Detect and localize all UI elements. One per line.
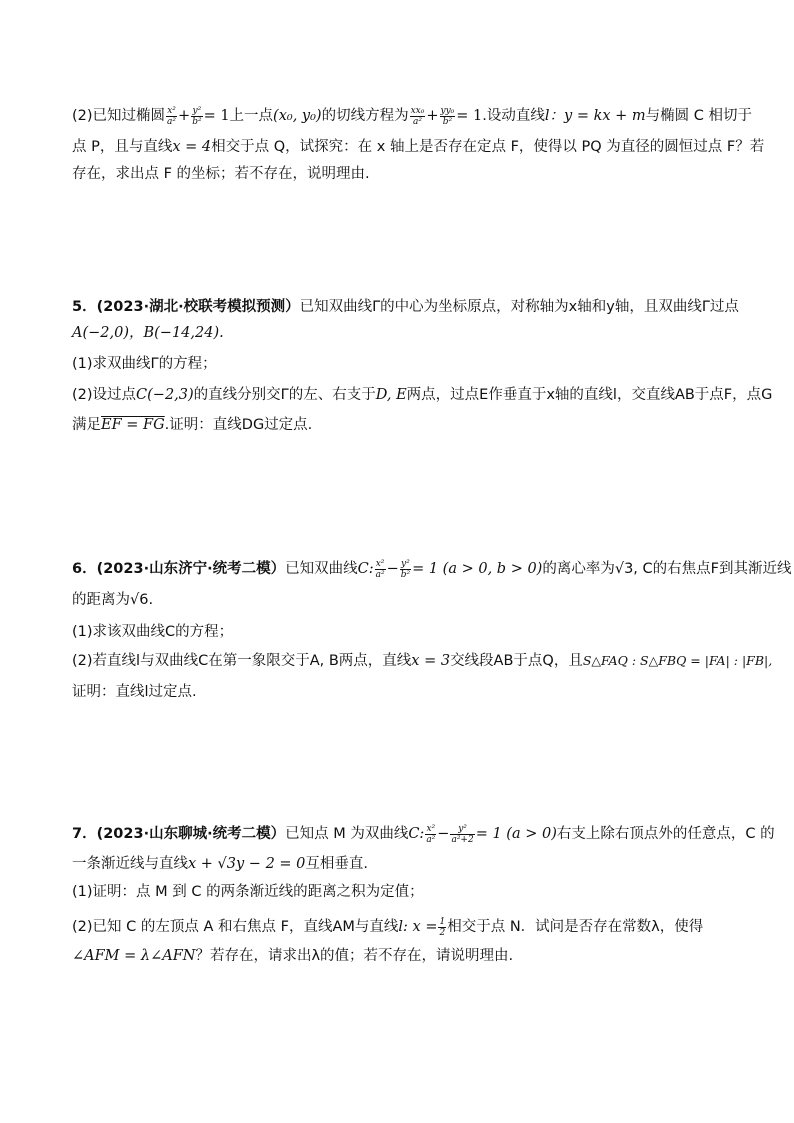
q6-line-1 — [72, 558, 792, 580]
q7-part-1: (1)证明：点 M 到 C 的两条渐近线的距离之积为定值； — [72, 884, 424, 900]
denominator: b² — [442, 116, 453, 127]
math: S△FAQ : S△FBQ = |FA| : |FB|, — [582, 653, 773, 668]
numerator: xx₀ — [410, 105, 425, 116]
math: C: — [357, 561, 374, 577]
text: 与椭圆 C 相切于 — [645, 108, 752, 124]
numerator: y² — [450, 824, 474, 835]
text: 互相垂直. — [305, 856, 368, 872]
fraction — [400, 559, 411, 580]
text: 相交于点 Q，试探究：在 x 轴上是否存在定点 F，使得以 PQ 为直径的圆恒过点 F？若 — [211, 139, 765, 155]
numerator: yy₀ — [440, 105, 455, 116]
fraction — [438, 917, 446, 938]
fraction — [425, 824, 436, 845]
question-header: 7．(2023·山东聊城·统考二模） — [72, 826, 286, 842]
text: 已知双曲线 — [285, 561, 358, 577]
text: 相交于点 N．试问是否存在常数λ，使得 — [447, 919, 704, 935]
denominator: 2 — [439, 927, 446, 938]
math: C: — [408, 826, 425, 842]
q6-line-2: 的距离为√6. — [72, 592, 154, 608]
numerator: y² — [192, 105, 202, 116]
text: (2)已知过椭圆 — [72, 108, 166, 124]
math: = 1 (a > 0) — [475, 826, 557, 842]
denominator: a²+2 — [451, 834, 474, 845]
text: 点 P，且与直线 — [72, 139, 173, 155]
equation: = 1 — [203, 108, 230, 124]
operator: − — [437, 826, 450, 842]
q6-part-2 — [72, 650, 772, 672]
text: 交线段AB于点Q，且 — [450, 653, 583, 669]
fraction — [450, 824, 474, 845]
numerator: 1 — [439, 916, 446, 927]
math: l： — [544, 108, 565, 124]
math: (x₀, y₀) — [273, 108, 322, 124]
q6-line-5: 证明：直线l过定点. — [72, 684, 197, 700]
fraction — [410, 106, 426, 127]
q5-line-1 — [72, 296, 739, 318]
text: 的直线分别交Γ的左、右支于 — [193, 387, 376, 403]
numerator: x² — [167, 105, 176, 116]
operator: + — [426, 108, 439, 124]
q7-part-2 — [72, 916, 703, 938]
q5-part-1: (1)求双曲线Γ的方程； — [72, 356, 217, 372]
text: (2)若直线l与双曲线C在第一象限交于A, B两点，直线 — [72, 653, 412, 669]
text: ？若存在，请求出λ的值；若不存在，请说明理由. — [195, 948, 514, 964]
fraction — [440, 106, 456, 127]
fraction — [191, 106, 202, 127]
math: ∠AFM = λ∠AFN — [72, 948, 196, 964]
denominator: a² — [375, 569, 385, 580]
q5-part-2 — [72, 384, 772, 406]
numerator: y² — [401, 558, 410, 569]
q6-part-1: (1)求该双曲线C的方程； — [72, 624, 234, 640]
fraction — [166, 106, 177, 127]
denominator: b² — [192, 116, 202, 127]
question-header: 6．(2023·山东济宁·统考二模） — [72, 561, 286, 577]
fraction — [375, 559, 386, 580]
denominator: a² — [426, 834, 436, 845]
text: 右支上除右顶点外的任意点，C 的 — [556, 826, 775, 842]
text: (2)已知 C 的左顶点 A 和右焦点 F，直线AM与直线 — [72, 919, 399, 935]
text: .证明：直线DG过定点. — [164, 417, 313, 433]
q7-line-1 — [72, 823, 775, 845]
math: x = 3 — [411, 653, 451, 669]
text: 上一点 — [229, 108, 274, 124]
question-header: 5．(2023·湖北·校联考模拟预测） — [72, 299, 300, 315]
math: C(−2,3) — [136, 387, 194, 403]
text: .设动直线 — [482, 108, 545, 124]
text: 的离心率为√3, C的右焦点F到其渐近线 — [542, 561, 792, 577]
text: 满足 — [72, 417, 101, 433]
equation: = 1 — [456, 108, 483, 124]
math: y = kx + m — [564, 108, 646, 124]
operator: − — [386, 561, 399, 577]
q4-line-3: 存在，求出点 F 的坐标；若不存在，说明理由. — [72, 166, 370, 182]
text: 的切线方程为 — [321, 108, 409, 124]
denominator: a² — [167, 116, 177, 127]
math: EF = FG — [101, 417, 165, 433]
math: l: x = — [398, 919, 438, 935]
text: 两点，过点E作垂直于x轴的直线l，交直线AB于点F，点G — [406, 387, 773, 403]
math: x + √3y − 2 = 0 — [188, 856, 306, 872]
operator: + — [178, 108, 191, 124]
text: (2)设过点 — [72, 387, 137, 403]
denominator: b² — [400, 569, 411, 580]
numerator: x² — [375, 558, 385, 569]
text: 已知点 M 为双曲线 — [285, 826, 409, 842]
math: D, E — [375, 387, 407, 403]
q5-line-5 — [72, 414, 312, 436]
q4-line-2 — [72, 136, 764, 158]
numerator: x² — [426, 823, 436, 834]
math: x = 4 — [172, 139, 212, 155]
q4-line-1 — [72, 105, 752, 127]
q7-line-5 — [72, 945, 513, 967]
denominator: a² — [412, 116, 422, 127]
q5-line-2: A(−2,0)，B(−14,24). — [72, 325, 224, 341]
text: 已知双曲线Γ的中心为坐标原点，对称轴为x轴和y轴，且双曲线Γ过点 — [299, 299, 739, 315]
math: = 1 (a > 0, b > 0) — [412, 561, 543, 577]
text: 一条渐近线与直线 — [72, 856, 188, 872]
q7-line-2 — [72, 853, 368, 875]
